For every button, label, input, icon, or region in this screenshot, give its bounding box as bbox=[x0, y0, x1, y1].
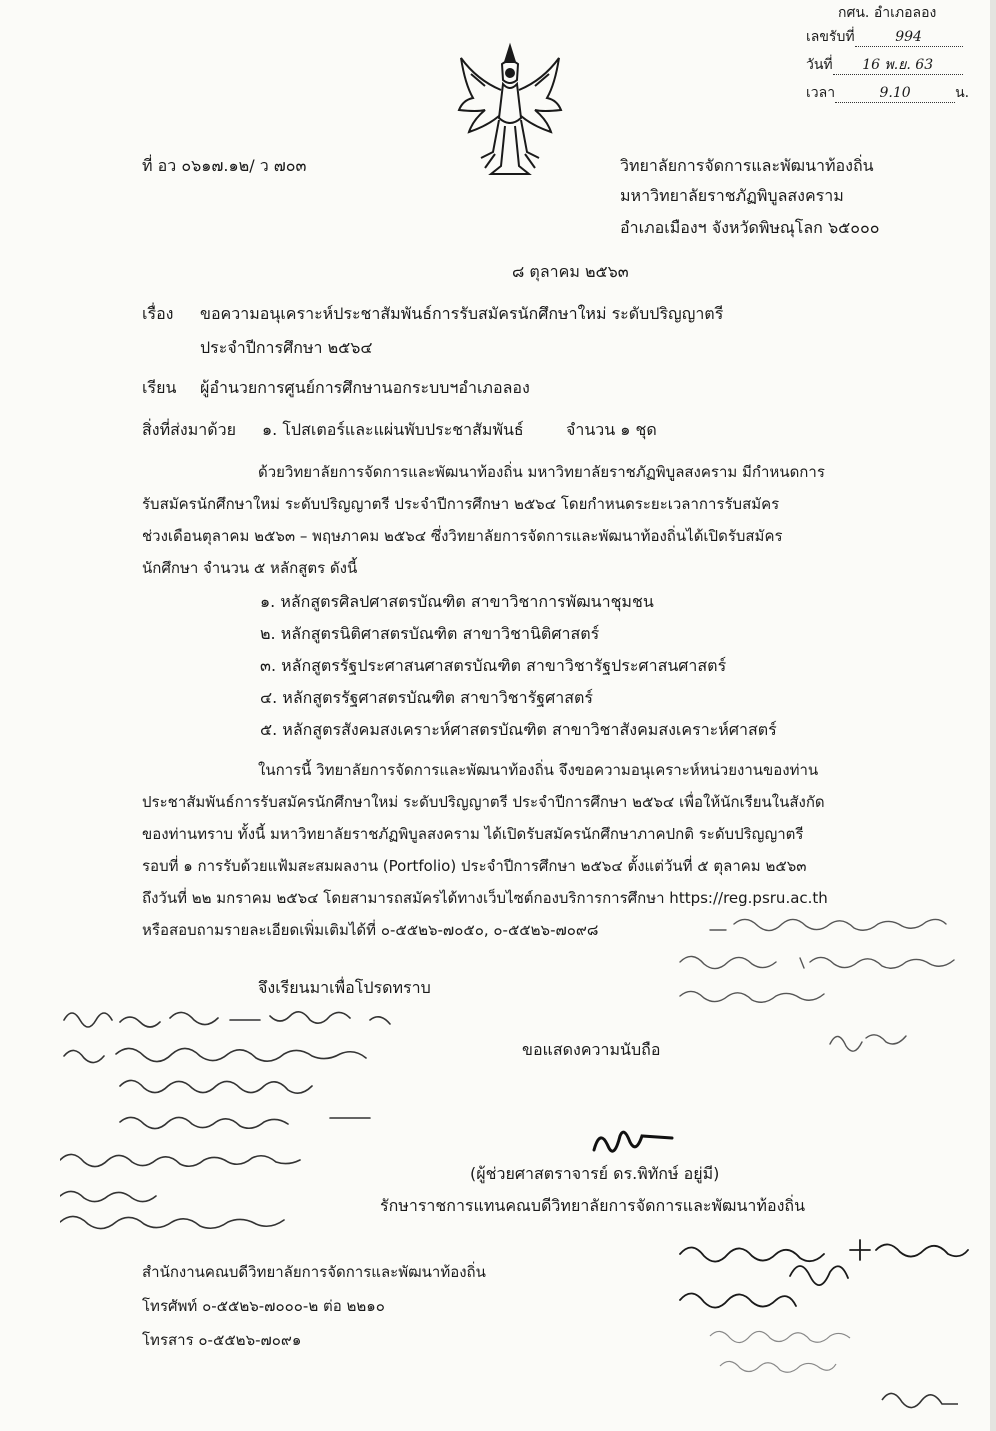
letter-date: ๘ ตุลาคม ๒๕๖๓ bbox=[512, 262, 629, 281]
para2-line-2: ประชาสัมพันธ์การรับสมัครนักศึกษาใหม่ ระดับปริญญาตรี ประจำปีการศึกษา ๒๕๖๔ เพื่อให้นักเรียนในสังกัด bbox=[142, 793, 825, 811]
garuda-emblem-icon bbox=[455, 40, 565, 180]
enclosure-label: สิ่งที่ส่งมาด้วย bbox=[142, 420, 236, 439]
reference-number: ที่ อว ๐๖๑๗.๑๒/ ว ๗๐๓ bbox=[142, 156, 307, 175]
footer-phone: โทรศัพท์ ๐-๕๕๒๖-๗๐๐๐-๒ ต่อ ๒๒๑๐ bbox=[142, 1297, 385, 1315]
subject-line-1: ขอความอนุเคราะห์ประชาสัมพันธ์การรับสมัครนักศึกษาใหม่ ระดับปริญญาตรี bbox=[200, 304, 724, 323]
to-label: เรียน bbox=[142, 378, 177, 397]
stamp-date-value: 16 พ.ย. 63 bbox=[833, 56, 963, 75]
stamp-office: กศน. อำเภอลอง bbox=[838, 5, 937, 21]
para2-line-3: ของท่านทราบ ทั้งนี้ มหาวิทยาลัยราชภัฏพิบูลสงคราม ได้เปิดรับสมัครนักศึกษาภาคปกติ ระดับปริญญาตรี bbox=[142, 825, 804, 843]
footer-fax: โทรสาร ๐-๕๕๒๖-๗๐๙๑ bbox=[142, 1331, 302, 1349]
program-item-5: ๕. หลักสูตรสังคมสงเคราะห์ศาสตรบัณฑิต สาขาวิชาสังคมสงเคราะห์ศาสตร์ bbox=[260, 720, 777, 739]
stamp-time-suffix: น. bbox=[955, 85, 970, 101]
program-item-4: ๔. หลักสูตรรัฐศาสตรบัณฑิต สาขาวิชารัฐศาสตร์ bbox=[260, 688, 593, 707]
subject-label: เรื่อง bbox=[142, 304, 174, 323]
stamp-time-label: เวลา bbox=[806, 85, 836, 101]
program-item-2: ๒. หลักสูตรนิติศาสตรบัณฑิต สาขาวิชานิติศาสตร์ bbox=[260, 624, 600, 643]
org-line-1: วิทยาลัยการจัดการและพัฒนาท้องถิ่น bbox=[620, 156, 874, 175]
stamp-date bbox=[806, 56, 963, 75]
para2-line-6: หรือสอบถามรายละเอียดเพิ่มเติมได้ที่ ๐-๕๕๒๖-๗๐๕๐, ๐-๕๕๒๖-๗๐๙๘ bbox=[142, 921, 599, 939]
org-line-3: อำเภอเมืองฯ จังหวัดพิษณุโลก ๖๕๐๐๐ bbox=[620, 218, 880, 237]
subject-line-2: ประจำปีการศึกษา ๒๕๖๔ bbox=[200, 338, 373, 357]
page-edge-shadow bbox=[990, 0, 996, 1431]
signer-name: (ผู้ช่วยศาสตราจารย์ ดร.พิทักษ์ อยู่มี) bbox=[470, 1164, 720, 1183]
stamp-time bbox=[806, 84, 969, 103]
stamp-receipt-no bbox=[806, 28, 963, 47]
para2-line-1: ในการนี้ วิทยาลัยการจัดการและพัฒนาท้องถิ่น จึงขอความอนุเคราะห์หน่วยงานของท่าน bbox=[258, 761, 819, 779]
handwritten-note-lower-right-icon bbox=[660, 1220, 980, 1420]
closing-line: จึงเรียนมาเพื่อโปรดทราบ bbox=[258, 978, 431, 997]
signer-title: รักษาราชการแทนคณบดีวิทยาลัยการจัดการและพัฒนาท้องถิ่น bbox=[380, 1196, 805, 1215]
handwritten-note-right-icon bbox=[660, 900, 980, 1160]
org-line-2: มหาวิทยาลัยราชภัฏพิบูลสงคราม bbox=[620, 186, 844, 205]
enclosure-quantity: จำนวน ๑ ชุด bbox=[566, 420, 657, 439]
para1-line-3: ช่วงเดือนตุลาคม ๒๕๖๓ – พฤษภาคม ๒๕๖๔ ซึ่งวิทยาลัยการจัดการและพัฒนาท้องถิ่นได้เปิดรับสมัคร bbox=[142, 527, 783, 545]
program-item-3: ๓. หลักสูตรรัฐประศาสนศาสตรบัณฑิต สาขาวิชารัฐประศาสนศาสตร์ bbox=[260, 656, 727, 675]
stamp-date-label: วันที่ bbox=[806, 57, 833, 73]
stamp-receipt-no-label: เลขรับที่ bbox=[806, 29, 855, 45]
para1-line-4: นักศึกษา จำนวน ๕ หลักสูตร ดังนี้ bbox=[142, 559, 358, 577]
program-item-1: ๑. หลักสูตรศิลปศาสตรบัณฑิต สาขาวิชาการพัฒนาชุมชน bbox=[260, 592, 654, 611]
stamp-time-value: 9.10 bbox=[835, 84, 955, 103]
footer-office: สำนักงานคณบดีวิทยาลัยการจัดการและพัฒนาท้องถิ่น bbox=[142, 1263, 486, 1281]
para2-line-4: รอบที่ ๑ การรับด้วยแฟ้มสะสมผลงาน (Portfolio) ประจำปีการศึกษา ๒๕๖๔ ตั้งแต่วันที่ ๕ ตุลาคม ๒๕๖๓ bbox=[142, 857, 807, 875]
respect-line: ขอแสดงความนับถือ bbox=[522, 1040, 661, 1059]
enclosure-value: ๑. โปสเตอร์และแผ่นพับประชาสัมพันธ์ bbox=[262, 420, 524, 439]
para2-line-5: ถึงวันที่ ๒๒ มกราคม ๒๕๖๔ โดยสามารถสมัครได้ทางเว็บไซต์กองบริการการศึกษา https://reg.psru.ac.th bbox=[142, 889, 828, 907]
para1-line-1: ด้วยวิทยาลัยการจัดการและพัฒนาท้องถิ่น มหาวิทยาลัยราชภัฏพิบูลสงคราม มีกำหนดการ bbox=[258, 463, 825, 481]
para1-line-2: รับสมัครนักศึกษาใหม่ ระดับปริญญาตรี ประจำปีการศึกษา ๒๕๖๔ โดยกำหนดระยะเวลาการรับสมัคร bbox=[142, 495, 780, 513]
to-value: ผู้อำนวยการศูนย์การศึกษานอกระบบฯอำเภอลอง bbox=[200, 378, 530, 397]
stamp-receipt-no-value: 994 bbox=[855, 28, 963, 47]
